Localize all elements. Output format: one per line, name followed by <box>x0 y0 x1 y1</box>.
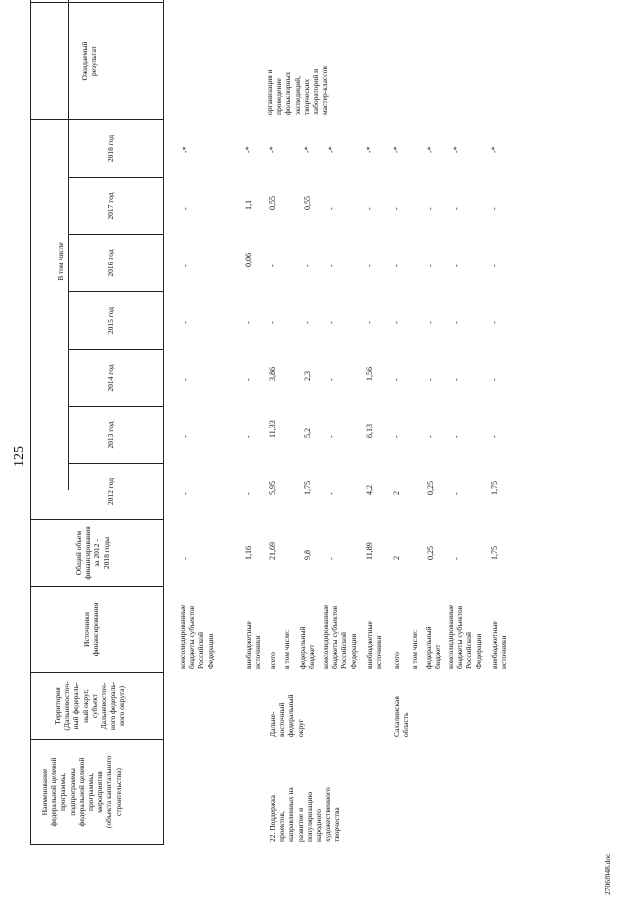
cell-2012: - <box>244 492 253 495</box>
cell-2015: - <box>268 321 277 324</box>
row-total: 2 <box>392 556 401 560</box>
cell-2013: - <box>452 435 461 438</box>
cell-2015: - <box>327 321 336 324</box>
row-total: 21,69 <box>268 542 277 560</box>
header-including: В том числе <box>56 242 65 281</box>
col-divider <box>68 177 163 178</box>
row-source: консолидированные бюджеты субъектов Российской Федерации <box>178 604 215 669</box>
expected-result-text: организация и проведение фольклорных экспедиций, творческих лабораторий и мастер-классов <box>265 66 330 115</box>
row-territory: Сахалинская область <box>392 696 411 737</box>
cell-2018: -* <box>490 146 499 153</box>
cell-2016: - <box>452 264 461 267</box>
col-divider <box>68 349 163 350</box>
row-total: 0,25 <box>426 546 435 560</box>
cell-2012: 0,25 <box>426 481 435 495</box>
row-total: 1,75 <box>490 546 499 560</box>
cell-2014: - <box>490 378 499 381</box>
header-bottom-border <box>163 0 164 845</box>
cell-2012: - <box>181 492 190 495</box>
cell-2013: - <box>327 435 336 438</box>
cell-2014: 2,3 <box>303 371 312 381</box>
cell-2016: - <box>327 264 336 267</box>
row-source: в том числе: <box>410 629 419 669</box>
col-divider <box>30 119 163 120</box>
row-source: всего <box>268 652 277 669</box>
row-total: 1,16 <box>244 546 253 560</box>
header-year-2015: 2015 год <box>106 306 115 335</box>
header-year-2017: 2017 год <box>106 192 115 220</box>
cell-2013: - <box>392 435 401 438</box>
cell-2012: 1,75 <box>303 481 312 495</box>
cell-2017: - <box>426 207 435 210</box>
cell-2013: - <box>426 435 435 438</box>
cell-2013: - <box>490 435 499 438</box>
row-program-name: 22. Поддержка проектов, направленных на развитие и популяризацию народного художественного творчества <box>268 787 342 842</box>
cell-2016: - <box>181 264 190 267</box>
row-source: консолидированные бюджеты субъектов Российской Федерации <box>446 604 483 669</box>
cell-2014: - <box>392 378 401 381</box>
cell-2017: 0,55 <box>268 196 277 210</box>
cell-2017: 0,55 <box>303 196 312 210</box>
cell-2013: 5,2 <box>303 428 312 438</box>
row-source: федеральный бюджет <box>424 626 443 669</box>
cell-2015: - <box>452 321 461 324</box>
subheader-line <box>68 0 69 490</box>
row-total: - <box>327 557 336 560</box>
cell-2014: - <box>244 378 253 381</box>
cell-2018: -* <box>181 146 190 153</box>
cell-2014: 1,56 <box>365 367 374 381</box>
cell-2015: - <box>490 321 499 324</box>
cell-2017: - <box>392 207 401 210</box>
cell-2012: 4,2 <box>365 485 374 495</box>
cell-2013: - <box>244 435 253 438</box>
cell-2015: - <box>365 321 374 324</box>
row-territory: Дальне- восточный федеральный округ <box>268 694 305 737</box>
cell-2016: - <box>268 264 277 267</box>
row-source: всего <box>392 652 401 669</box>
document-reference: 2706f048.doc <box>603 853 612 895</box>
cell-2013: 11,33 <box>268 420 277 438</box>
cell-2012: 1,75 <box>490 481 499 495</box>
row-source: федеральный бюджет <box>298 626 317 669</box>
row-source: консолидированные бюджеты субъектов Российской Федерации <box>321 604 358 669</box>
header-year-2018: 2018 год <box>106 134 115 163</box>
header-year-2013: 2013 год <box>106 421 115 449</box>
cell-2018: -* <box>452 146 461 153</box>
cell-2017: - <box>452 207 461 210</box>
cell-2017: - <box>365 207 374 210</box>
cell-2014: - <box>452 378 461 381</box>
cell-2016: - <box>490 264 499 267</box>
col-divider <box>68 463 163 464</box>
cell-2018: -* <box>303 146 312 153</box>
header-sources: Источники финансирования <box>82 602 101 657</box>
cell-2018: -* <box>244 146 253 153</box>
cell-2018: -* <box>327 146 336 153</box>
cell-2016: 0,06 <box>244 253 253 267</box>
row-source: внебюджетные источники <box>365 621 384 669</box>
cell-2015: - <box>244 321 253 324</box>
row-source: внебюджетные источники <box>244 621 263 669</box>
table-left-border <box>30 844 163 845</box>
row-source: внебюджетные источники <box>490 621 509 669</box>
header-year-2014: 2014 год <box>106 364 115 392</box>
row-source: в том числе: <box>282 629 291 669</box>
cell-2017: 1,1 <box>244 200 253 210</box>
cell-2015: - <box>392 321 401 324</box>
header-year-2012: 2012 год <box>106 477 115 506</box>
header-year-2016: 2016 год <box>106 249 115 277</box>
cell-2014: - <box>426 378 435 381</box>
cell-2012: - <box>327 492 336 495</box>
col-divider <box>68 234 163 235</box>
cell-2012: 2 <box>392 491 401 495</box>
cell-2015: - <box>181 321 190 324</box>
cell-2016: - <box>392 264 401 267</box>
cell-2015: - <box>426 321 435 324</box>
cell-2017: - <box>490 207 499 210</box>
cell-2014: - <box>181 378 190 381</box>
cell-2013: - <box>181 435 190 438</box>
header-territory: Территория (Дальневосточ- ный федераль- ный округ, субъект Дальневосточ- ного федераль- ного округа) <box>53 681 127 731</box>
row-total: - <box>181 557 190 560</box>
cell-2016: - <box>426 264 435 267</box>
table-top-border <box>30 0 31 845</box>
cell-2018: -* <box>268 146 277 153</box>
cell-2018: -* <box>392 146 401 153</box>
cell-2013: 6,13 <box>365 424 374 438</box>
cell-2014: - <box>327 378 336 381</box>
cell-2012: 5,95 <box>268 481 277 495</box>
cell-2017: - <box>327 207 336 210</box>
cell-2018: -* <box>365 146 374 153</box>
cell-2012: - <box>452 492 461 495</box>
col-divider <box>68 291 163 292</box>
row-total: - <box>452 557 461 560</box>
col-divider <box>68 406 163 407</box>
cell-2014: 3,86 <box>268 367 277 381</box>
cell-2018: -* <box>426 146 435 153</box>
cell-2016: - <box>365 264 374 267</box>
header-total: Общий объем финансирования за 2012 - 2018 годы <box>74 526 111 580</box>
row-total: 11,89 <box>365 542 374 560</box>
cell-2017: - <box>181 207 190 210</box>
page-number: 125 <box>12 446 27 467</box>
row-total: 9,8 <box>303 550 312 560</box>
cell-2016: - <box>303 264 312 267</box>
cell-2015: - <box>303 321 312 324</box>
header-expected-result: Ожидаемый результат <box>80 41 99 81</box>
header-program-name: Наименование федеральной целевой программы, подпрограммы федеральной целевой программы, мероприятия (объекта капитального строительства) <box>40 755 123 829</box>
